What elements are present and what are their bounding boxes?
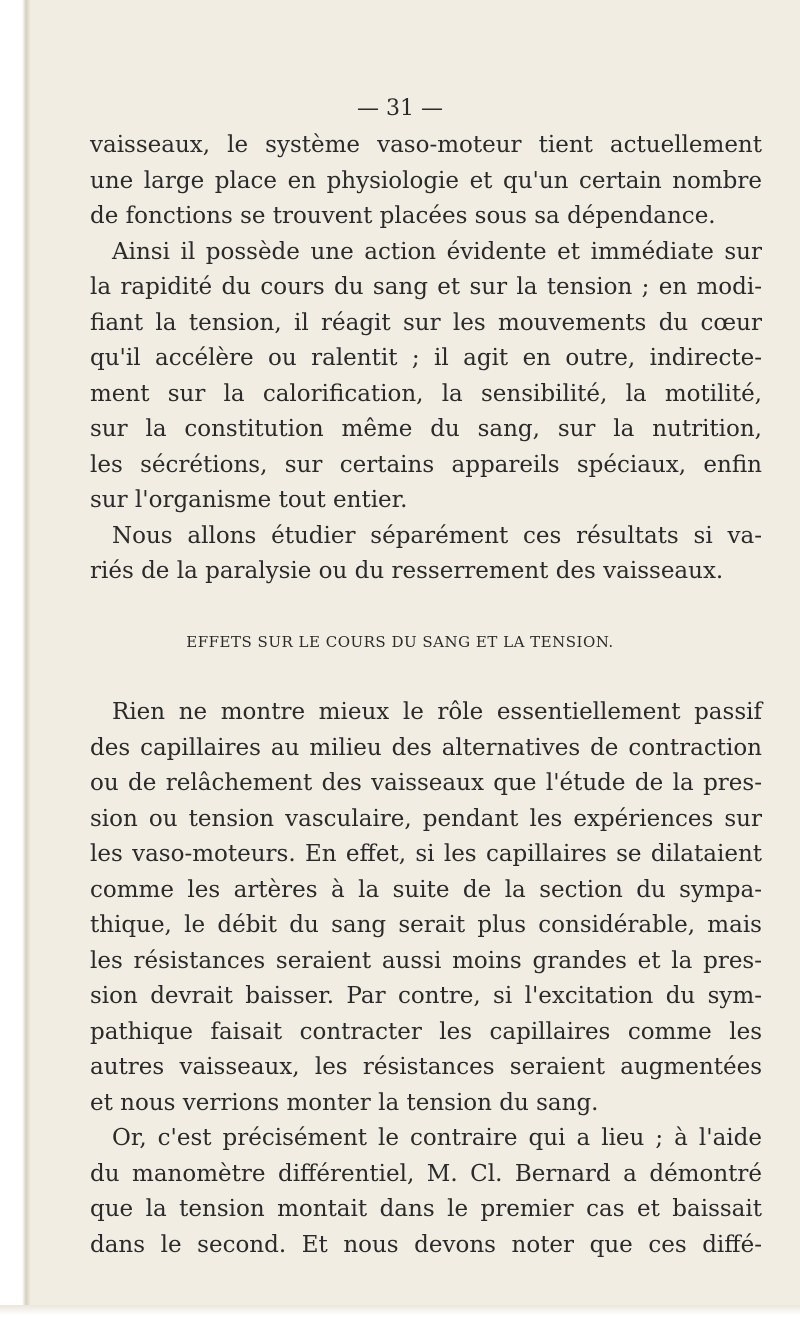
text-line: qu'il accélère ou ralentit ; il agit en outre, indirecte- <box>90 345 762 371</box>
page-number: — 31 — <box>357 96 443 121</box>
text-line: des capillaires au milieu des alternatives de contraction <box>90 734 762 761</box>
text-line: Or, c'est précisément le contraire qui a lieu ; à l'aide <box>112 1125 762 1151</box>
text-line: du manomètre différentiel, M. Cl. Bernard a démontré <box>90 1160 762 1187</box>
text-line: sur la constitution même du sang, sur la nutrition, <box>90 416 762 442</box>
text-line: vaisseaux, le système vaso-moteur tient actuellement <box>90 132 762 158</box>
text-line: sion devrait baisser. Par contre, si l'excitation du sym- <box>90 983 762 1009</box>
page-bottom-edge <box>0 1305 800 1319</box>
text-line: fiant la tension, il réagit sur les mouvements du cœur <box>90 309 762 336</box>
text-line: ou de relâchement des vaisseaux que l'étude de la pres- <box>90 770 762 796</box>
text-line: la rapidité du cours du sang et sur la tension ; en modi- <box>90 274 762 300</box>
text-line: riés de la paralysie ou du resserrement des vaisseaux. <box>90 558 724 584</box>
text-line: les vaso-moteurs. En effet, si les capillaires se dilataient <box>90 841 762 867</box>
paragraph-block-2 <box>90 695 762 1263</box>
text-line: autres vaisseaux, les résistances seraient augmentées <box>90 1054 762 1080</box>
text-line: ment sur la calorification, la sensibilité, la motilité, <box>90 380 762 407</box>
text-line: sion ou tension vasculaire, pendant les expériences sur <box>90 805 762 832</box>
text-line: thique, le débit du sang serait plus considérable, mais <box>90 912 762 938</box>
paragraph-block-1 <box>90 128 762 590</box>
text-line: Ainsi il possède une action évidente et immédiate sur <box>112 238 762 265</box>
text-line: les sécrétions, sur certains appareils spéciaux, enfin <box>90 451 762 478</box>
text-line: les résistances seraient aussi moins grandes et la pres- <box>90 947 762 974</box>
text-line: sur l'organisme tout entier. <box>90 487 408 513</box>
text-line: Nous allons étudier séparément ces résultats si va- <box>112 522 762 549</box>
page-binding-edge <box>0 0 30 1319</box>
text-line: une large place en physiologie et qu'un certain nombre <box>90 167 762 194</box>
text-line: pathique faisait contracter les capillaires comme les <box>90 1018 762 1045</box>
text-line: que la tension montait dans le premier cas et baissait <box>90 1196 762 1222</box>
text-line: comme les artères à la suite de la section du sympa- <box>90 876 762 903</box>
text-line: Rien ne montre mieux le rôle essentiellement passif <box>112 699 762 725</box>
text-line: et nous verrions monter la tension du sang. <box>90 1089 599 1116</box>
text-line: dans le second. Et nous devons noter que ces diffé- <box>90 1231 762 1258</box>
section-heading: EFFETS SUR LE COURS DU SANG ET LA TENSION. <box>186 633 614 651</box>
text-line: de fonctions se trouvent placées sous sa dépendance. <box>90 203 716 229</box>
